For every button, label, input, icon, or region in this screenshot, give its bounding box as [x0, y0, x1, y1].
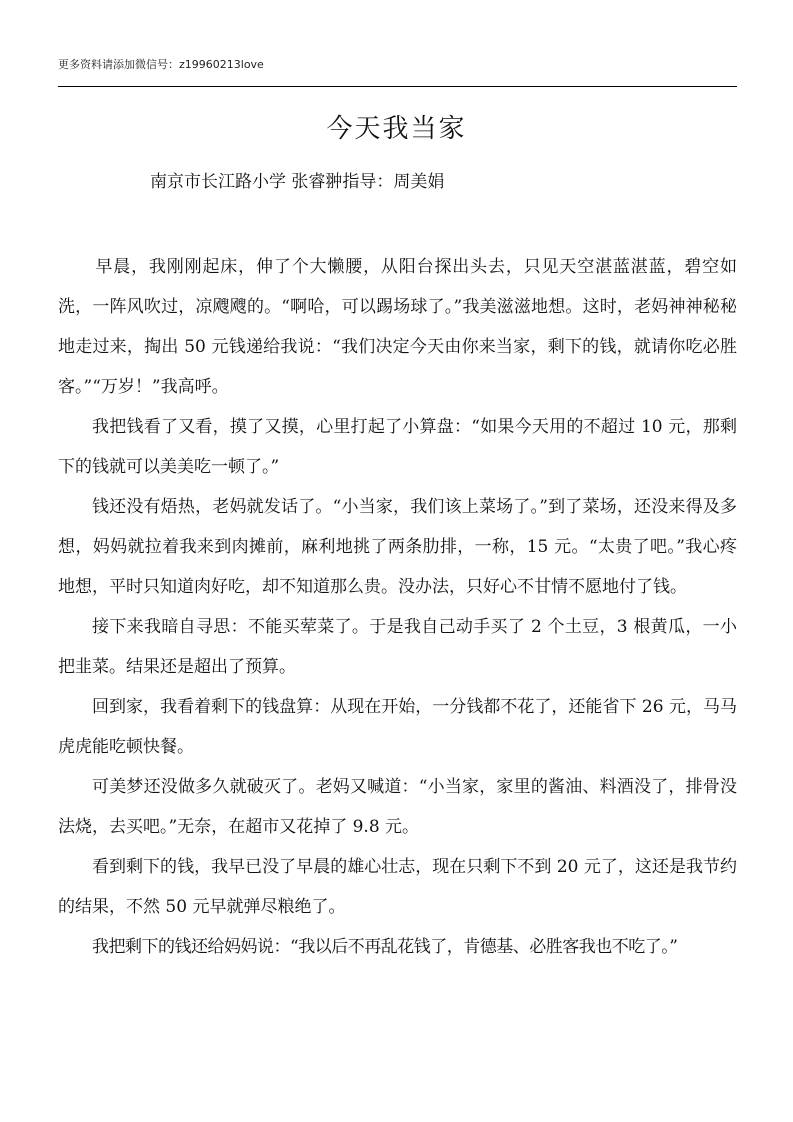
paragraph: 回到家，我看着剩下的钱盘算：从现在开始，一分钱都不花了，还能省下 26 元，马马虎虎能吃顿快餐。	[58, 697, 737, 757]
paragraph: 可美梦还没做多久就破灭了。老妈又喊道：“小当家，家里的酱油、料酒没了，排骨没法烧，去买吧。”无奈，在超市又花掉了 9.8 元。	[58, 777, 737, 837]
paragraph: 早晨，我刚刚起床，伸了个大懒腰，从阳台探出头去，只见天空湛蓝湛蓝，碧空如洗，一阵风吹过，凉飕飕的。“啊哈，可以踢场球了。”我美滋滋地想。这时，老妈神神秘秘地走过来，掏出 50 元钱递给我说：“我们决定今天由你来当家，剩下的钱，就请你吃必胜客。”“万岁！”我高呼。	[58, 257, 737, 397]
header-note: 更多资料请添加微信号：z19960213love	[58, 58, 264, 71]
article-body	[58, 247, 737, 967]
article-title: 今天我当家	[326, 114, 467, 144]
paragraph: 接下来我暗自寻思：不能买荤菜了。于是我自己动手买了 2 个土豆，3 根黄瓜，一小把韭菜。结果还是超出了预算。	[58, 617, 737, 677]
paragraph: 看到剩下的钱，我早已没了早晨的雄心壮志，现在只剩下不到 20 元了，这还是我节约的结果，不然 50 元早就弹尽粮绝了。	[58, 857, 737, 917]
paragraph: 钱还没有焐热，老妈就发话了。“小当家，我们该上菜场了。”到了菜场，还没来得及多想，妈妈就拉着我来到肉摊前，麻利地挑了两条肋排，一称，15 元。“太贵了吧。”我心疼地想，平时只知道肉好吃，却不知道那么贵。没办法，只好心不甘情不愿地付了钱。	[58, 497, 737, 597]
paragraph: 我把剩下的钱还给妈妈说：“我以后不再乱花钱了，肯德基、必胜客我也不吃了。”	[92, 937, 678, 957]
paragraph: 我把钱看了又看，摸了又摸，心里打起了小算盘：“如果今天用的不超过 10 元，那剩下的钱就可以美美吃一顿了。”	[58, 417, 737, 477]
header-divider	[58, 86, 737, 87]
article-byline: 南京市长江路小学 张睿翀指导：周美娟	[150, 172, 445, 192]
